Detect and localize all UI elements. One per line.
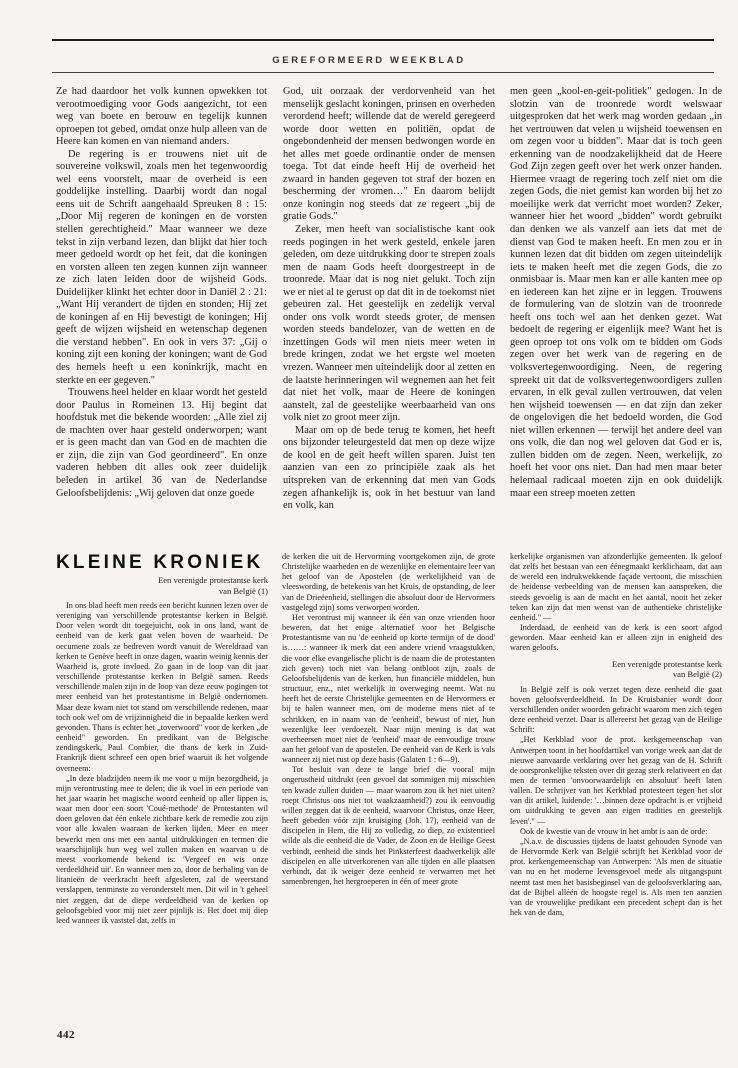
article-column-1 — [56, 86, 267, 544]
article-column-2 — [283, 86, 495, 544]
subsection-heading: Een verenigde protestantse kerk — [157, 575, 268, 585]
paragraph: Ze had daardoor het volk kunnen opwekken tot verootmoediging voor Gods aangezicht, tot een weg van boete en berouw en tegelijk kunnen oproepen tot gebed, omdat onze hulp alleen van de Heere kan komen en van niemand anders. — [56, 86, 267, 148]
kroniek-column-1 — [56, 552, 268, 1018]
paragraph: In België zelf is ook verzet tegen deze eenheid die gaat boven geloofsverdeeldheid. In De Kruisbanier wordt door verschillenden onder woorden gebracht waarom men zich tegen deze eenheid verzet. Daar is allereerst het gezag van de Heilige Schrift: — [510, 684, 722, 735]
paragraph: Trouwens heel helder en klaar wordt het gesteld door Paulus in Romeinen 13. Hij begint dat hoofdstuk met die bekende woorden: „Alle ziel zij de machten over haar gesteld onderworpen; want er is geen macht dan van God en de machten die er zijn, die zijn van God geordineerd". En onze vaderen hebben dit alles ook zeer duidelijk beleden in artikel 36 van de Nederlandse Geloofsbelijdenis: „Wij geloven dat onze goede — [56, 387, 267, 499]
paragraph: „N.a.v. de discussies tijdens de laatst gehouden Synode van de Hervormde Kerk van België schrijft het Kerkblad voor de prot. kerkengemeenschap van Antwerpen: 'Als men de situatie van nu en het moderne levensgevoel mede als uitgangspunt neemt tast men het basisbeginsel van de geloofsverklaring aan, dat de Bijbel alléén de hoogste regel is. Als men ten aanzien van de vrouwelijke predikant een precedent schept dan is het hek van de dam, — [510, 836, 722, 917]
subsection-heading-line2: van België (2) — [672, 669, 722, 680]
paragraph: Zeker, men heeft van socialistische kant ook reeds pogingen in het werk gesteld, enkele jaren geleden, om deze uitdrukking door te strepen zoals men de naam Gods heeft doorgestreept in de troonrede. Maar dat is nog niet gelukt. Toch zijn we er niet al te gerust op dat dit in de toekomst niet gebeuren zal. Het geestelijk en zedelijk verval onder ons volk wordt steeds groter, de mensen worden steeds bandelozer, van de wetten en de inzettingen Gods wil men niets meer weten in brede kringen, zodat we het ergste wel moeten vrezen. Wanneer men uiteindelijk door al zetten en de laatste herinneringen wil wegnemen aan het feit dat niet het volk, maar de Heere de koningen aanstelt, zal de geestelijke weerbaarheid van ons volk niet zo groot meer zijn. — [283, 224, 495, 424]
section-title: KLEINE KRONIEK — [56, 552, 264, 573]
article-top — [56, 86, 722, 544]
paragraph: men geen „kool-en-geit-politiek" gedogen. In de slotzin van de troonrede wordt welswaar uitgesproken dat het werk mag worden gedaan „in het vertrouwen dat velen u wijsheid toewensen en om zegen voor u bidden". Maar dat is toch geen erkenning van de noodzakelijkheid dat de Heere God Zijn zegen geeft over het werk onzer handen. Hiermee vraagt de regering toch zelf niet om die zegen Gods, die niet gemist kan worden bij het zo moeilijke werk dat verricht moet worden? Zeker, wanneer hier het woord „bidden" wordt gebruikt dan denken we als vanzelf aan iets dat met de dienst van God te maken heeft. En men zou er in kunnen lezen dat dit bidden om zegen uiteindelijk iets te maken heeft met die zegen Gods, die zo onmisbaar is. Maar men kan er alle kanten mee op en iedereen kan het zijne er in leggen. Trouwens de formulering van de slotzin van de troonrede heeft ons toch wel aan het denken gezet. Wat bedoelt de regering er eigenlijk mee? Want het is geen oproep tot ons volk om te bidden om Gods zegen over het werk van de regering en de volksvertegenwoordiging. Neen, de regering spreekt uit dat de volksvertegenwoordigers zullen ervaren, in elk geval zullen vertrouwen, dat velen hen wijsheid toewensen — en dat zijn dan zeker de ongelovigen die het bedoeld worden, die God niet willen erkennen — terwijl het andere deel van ons volk, die dan nog wel geloven dat God er is, zullen bidden om de zegen. Neen, werkelijk, zo hoeft het voor ons niet. Dan had men maar beter helemaal radicaal moeten zijn en ook duidelijk maar een streep moeten zetten — [510, 86, 722, 499]
paragraph: God, uit oorzaak der verdorvenheid van het menselijk geslacht koningen, prinsen en overheden verordend heeft; willende dat de wereld geregeerd worde door wetten en politiën, opdat de ongebondenheid der mensen bedwongen worde en het alles met goede ordinantie onder de mensen toega. Tot dat einde heeft Hij de overheid het zwaard in handen gegeven tot straf der bozen en bescherming der vromen…" En daarom belijdt onze koningin nog steeds dat ze regeert „bij de gratie Gods." — [283, 86, 495, 223]
header-rule — [52, 72, 714, 73]
subsection-heading-line2: van België (1) — [218, 585, 268, 596]
paragraph: Het verontrust mij wanneer ik één van onze vrienden hoor beweren, dat het enige alternatief voor het Belgische Protestantisme van nu 'de eenheid op korte termijn of de dood' is……: wanneer ik merk dat een andere vriend vraagstukken, die voor elke evangelische plicht is de naam die de protestanten zich geven) toch niet van belang ontbloot zijn, zoals de Geloofsbelijdenis van de kerken, hun financiële middelen, hun structuur, enz., niet werkelijk in overweging neemt. Wat nu heeft het de eerste Christelijke gemeenten en de Hervormers er bij te halen wanneer men, om de moderne mens niet af te schrikken, en in naam van de 'eenheid', bewust of niet, hun wezenlijke leer verdoezelt. Naar mijn mening is dat wat overheersen moet niet de 'eenheid' maar de eenvoudige trouw aan het geloof van de apostelen. De eenheid van de Kerk is vals wanneer zij niet rust op deze basis (Galaten 1 : 6—9). — [282, 612, 495, 765]
paragraph: De regering is er trouwens niet uit de souvereine volkswil, zoals men het tegenwoordig wel eens voorstelt, maar de overheid is een goddelijke instelling. Daarbij wordt dan nogal eens uit de Schrift aangehaald Spreuken 8 : 15: „Door Mij regeren de koningen en de vorsten stellen gerechtigheid." Maar wanneer we deze tekst in zijn verband lezen, dan blijkt dat hier toch meer gedoeld wordt op het feit, dat die koningen en vorsten alleen ten zegen kunnen zijn wanneer ze zich laten leiden door de wijsheid Gods. Duidelijker klinkt het echter door in Daniël 2 : 21: „Want Hij verandert de tijden en stonden; Hij zet de koningen af en Hij bevestigt de koningen; Hij geeft de wijzen wijsheid en wetenschap degenen die verstand hebben". En ook in vers 37: „Gij o koning zijt een koning der koningen; want de God des hemels heeft u een koninkrijk, macht en sterkte en eer gegeven." — [56, 148, 267, 386]
top-rule — [52, 39, 714, 41]
paragraph: „In deze bladzijden neem ik me voor u mijn bezorgdheid, ja mijn verontrusting mee te delen; die ik voel in een periode van het jaar waarin het magische woord eenheid op aller lippen is, waar men door een soort 'Coué-methode' de Protestanten wil doen geloven dat één enkele zichtbare kerk de remedie zou zijn voor alle kwalen waaraan de kerken lijden. Meer en meer bewerkt men ons met een aantal uitdrukkingen en termen die waarschijnlijk hun weg wel zullen maken en waarvan u de meest voorkomende bekend is: 'Vergeef en wis onze verdeeldheid uit'. En wanneer men zo, door de herhaling van de litanieën de veerkracht heeft afgesleten, zal de weerstand verslappen, tenminste zo veronderstelt men. Dit wil in 't geheel niet zeggen, dat de diepe verdeeldheid van de kerken op geloofsgebied voor mij niet zeer pijnlijk is. Het doet mij diep leed wanneer ik vaststel dat, zelfs in — [56, 773, 268, 925]
paragraph: Tot besluit van deze te lange brief die vooral mijn ongerustheid uitdrukt (een gevoel dat sommigen mij misschien ten kwade zullen duiden — maar waarom zou ik het niet uiten? roept Christus ons niet tot waakzaamheid?) zou ik eenvoudig willen zeggen dat ik de eenheid, waarvoor Christus, onze Heer, heeft gebeden vóór zijn kruisiging (Joh. 17), eenheid van de discipelen in Hem, die Hij zo volledig, zo diep, zo existentieel wilde als die eenheid die de Vader, de Zoon en de Heilige Geest verbindt, eenheid die sinds het Pinksterfeest daadwerkelijk alle discipelen en alle uitverkorenen van alle tijden en alle plaatsen verbindt, dat ik weiger deze eenheid te verwarren met het samenbrengen, het hergroeperen in één of meer grote — [282, 765, 495, 886]
paragraph: In ons blad heeft men reeds een bericht kunnen lezen over de vereniging van verschillende protestantse kerken in België. Door velen wordt dit toegejuicht, ook in ons land, want de eenheid van de kerk gaat velen boven de waarheid. De oecumene zoals ze bedreven wordt vanuit de Wereldraad van kerken te Genève heeft in onze dagen, waarin weinig kennis der Waarheid is, grote invloed. Zo gaan in de loop van dit jaar verschillende protestantse kerken in België samen. Reeds verschillende malen zijn in de loop van deze eeuw pogingen tot meer eenheid van het protestantisme in België ondernomen. Maar deze kwam niet tot stand om verschillende redenen, maar toch ook wel om de vrijzinnigheid die in bepaalde kerken werd gevonden. Thans is echter het „toverwoord" voor de kerken „de eenheid" geworden. En predikant van de Belgische zendingskerk, Paul Combier, die thans de kerk in Zuid-Frankrijk dient schreef een open brief waaruit ik het volgende overneem: — [56, 601, 268, 773]
article-column-3 — [510, 86, 722, 544]
paragraph: Maar om op de bede terug te komen, het heeft ons bijzonder teleurgesteld dat men op deze wijze de kool en de geit heeft willen sparen. Juist ten aanzien van een zo principiële zaak als het uitspreken van de erkenning dat men van Gods zegen afhankelijk is, ook in het bestuur van land en volk, kan — [283, 424, 495, 512]
kroniek-column-3 — [510, 552, 722, 1018]
paragraph: de kerken die uit de Hervorming voortgekomen zijn, de grote Christelijke waarheden en de wezenlijke en elementaire leer van het geloof van de Apostelen (de werkelijkheid van de vleeswording, de betekenis van het Kruis, de opstanding, de leer van de Drieëenheid, stellingen die absoluut door de Hervormers vastgelegd zijn) soms verworpen worden. — [282, 552, 495, 612]
paragraph: Ook de kwestie van de vrouw in het ambt is aan de orde: — [520, 826, 708, 836]
paragraph: „Het Kerkblad voor de prot. kerkgemeenschap van Antwerpen toont in het hoofdartikel van vorige week aan dat de nieuwe aanvaarde verklaring over het gezag van de H. Schrift de oorspronkelijke teksten over dit gezag sterk relativeert en dat men de termen 'onvoorwaardelijk en absoluut' heeft laten vallen. De schrijver van het Kerkblad protesteert tegen het slot van dit artikel, luidende: '…binnen deze opdracht is er vrijheid om uitdrukking te geven aan eigen tradities en geestelijk leven'." — — [510, 735, 722, 826]
running-header: GEREFORMEERD WEEKBLAD — [272, 55, 466, 66]
paragraph: kerkelijke organismen van afzonderlijke gemeenten. Ik geloof dat zelfs het bestaan van een éénegmaakt kerklichaam, dat aan de wereld een indrukwekkende façade vertoont, die misschien de heidense verbeelding van de mensen kan aanspreken, die steeds gevoelig is aan de macht en het aantal, nooit het zeker teken kan zijn dat men wenst van de authentieke christelijke eenheid." — — [510, 552, 722, 622]
kleine-kroniek-section — [56, 552, 722, 1018]
subsection-heading: Een verenigde protestantse kerk — [611, 658, 722, 669]
kroniek-column-2 — [282, 552, 495, 1018]
page-number: 442 — [57, 1029, 75, 1041]
paragraph: Inderdaad, de eenheid van de kerk is een soort afgod geworden. Maar eenheid kan er alleen zijn in enigheid des waren geloofs. — [510, 623, 722, 653]
